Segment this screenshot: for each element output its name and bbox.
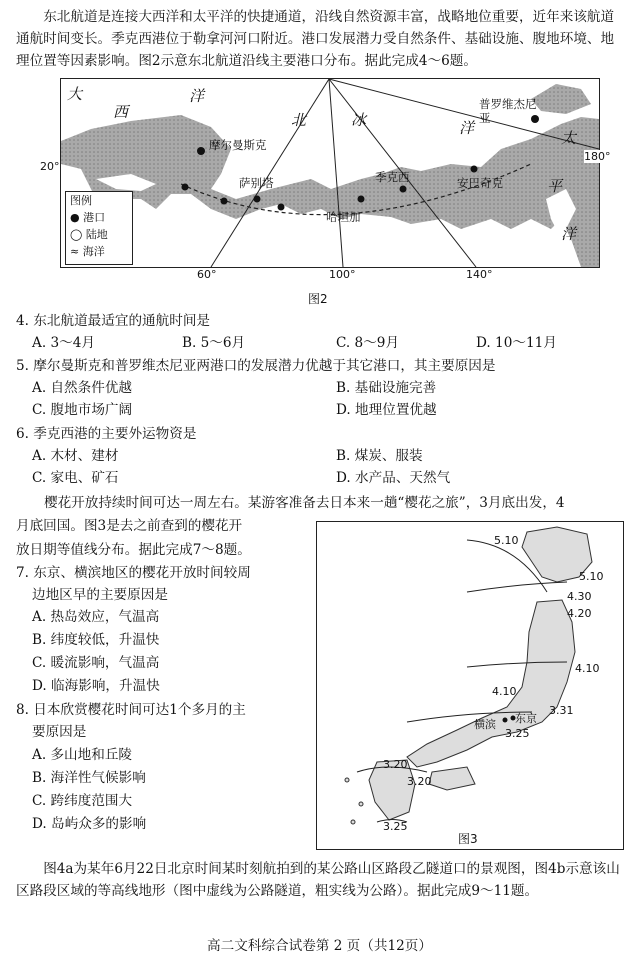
- land-symbol-icon: ◯: [70, 228, 83, 241]
- port-label-provideniya: 普罗维杰尼亚: [479, 97, 537, 125]
- ocean-label: 洋: [459, 119, 475, 137]
- q7-option-c[interactable]: C. 暖流影响，气温高: [32, 655, 160, 671]
- q6-option-a[interactable]: A. 木材、建材: [32, 448, 119, 464]
- intro-paragraph-1: 东北航道是连接大西洋和太平洋的快捷通道，沿线自然资源丰富，战略地位重要，近年来该航道通航时间变长。季克西港位于勒拿河河口附近。港口发展潜力受自然条件、基础设施、腹地环境、地理位置等因素影响。图2示意东北航道沿线主要港口分布。据此完成4～6题。: [16, 9, 615, 69]
- meridian-60: [211, 79, 329, 267]
- intro-paragraph-2-line-1: 樱花开放持续时间可达一周左右。某游客准备去日本来一趟“樱花之旅”，3月底出发，4: [44, 495, 565, 511]
- longitude-label-60: 60°: [197, 268, 217, 281]
- port-symbol-icon: ●: [70, 211, 80, 224]
- figure-2-caption: 图2: [308, 292, 328, 306]
- ocean-label: 大: [67, 85, 83, 103]
- port-tiksi: [400, 186, 407, 193]
- land-mass: [61, 115, 599, 267]
- port-dot: [278, 204, 285, 211]
- q4-option-b[interactable]: B. 5～6月: [182, 335, 246, 351]
- ocean-label: 洋: [561, 225, 577, 243]
- legend-sea: ≈ 海洋: [70, 245, 105, 258]
- city-dot-yokohama: [503, 718, 508, 723]
- longitude-label-180: 180°: [584, 150, 611, 163]
- isoline-label: 3.25: [383, 820, 408, 833]
- port-pevek: [471, 166, 478, 173]
- q6-option-b[interactable]: B. 煤炭、服装: [336, 448, 423, 464]
- intro-paragraph-2-line-3: 放日期等值线分布。据此完成7～8题。: [16, 542, 251, 558]
- figure-2-map: [60, 78, 600, 268]
- isoline-label: 4.20: [567, 607, 592, 620]
- sea-symbol-icon: ≈: [70, 245, 80, 258]
- q7-option-b[interactable]: B. 纬度较低，升温快: [32, 632, 160, 648]
- island: [359, 802, 363, 806]
- island: [345, 778, 349, 782]
- port-murmansk: [197, 147, 205, 155]
- legend-title: 图例: [70, 194, 92, 207]
- ocean-label: 西: [113, 103, 129, 121]
- port-label-khatanga: 哈坦加: [326, 210, 361, 224]
- question-5-stem: 5. 摩尔曼斯克和普罗维杰尼亚两港口的发展潜力优越于其它港口，其主要原因是: [16, 358, 496, 374]
- question-8-stem-line-2: 要原因是: [32, 724, 87, 740]
- q8-option-c[interactable]: C. 跨纬度范围大: [32, 793, 133, 809]
- map-3-graphic: [317, 522, 623, 849]
- q6-option-c[interactable]: C. 家电、矿石: [32, 470, 119, 486]
- island: [351, 820, 355, 824]
- port-label-ambarchik: 安巴奇克: [457, 176, 503, 190]
- shikoku: [429, 767, 475, 790]
- q8-option-a[interactable]: A. 多山地和丘陵: [32, 747, 133, 763]
- isoline-label: 5.10: [494, 534, 519, 547]
- intro-paragraph-2-line-2: 月底回国。图3是去之前查到的樱花开: [16, 518, 243, 534]
- port-label-murmansk: 摩尔曼斯克: [209, 138, 267, 152]
- q8-option-d[interactable]: D. 岛屿众多的影响: [32, 816, 147, 832]
- city-label-yokohama: 横滨: [474, 718, 496, 731]
- q5-option-b[interactable]: B. 基础设施完善: [336, 380, 437, 396]
- port-label-tiksi: 季克西: [375, 170, 410, 184]
- port-dot: [182, 184, 189, 191]
- meridian-100: [329, 79, 343, 267]
- port-label-sabetta: 萨别塔: [239, 176, 274, 190]
- q5-option-a[interactable]: A. 自然条件优越: [32, 380, 133, 396]
- isoline-label: 4.30: [567, 590, 592, 603]
- q7-option-d[interactable]: D. 临海影响，升温快: [32, 678, 160, 694]
- isoline-label: 5.10: [579, 570, 604, 583]
- q4-option-d[interactable]: D. 10～11月: [476, 335, 557, 351]
- latitude-label: 20°: [40, 160, 60, 173]
- map-legend: [65, 191, 133, 265]
- question-7-stem-line-2: 边地区早的主要原因是: [32, 587, 168, 603]
- question-6-stem: 6. 季克西港的主要外运物资是: [16, 426, 197, 442]
- figure-3-caption: 图3: [458, 832, 478, 846]
- land-island: [531, 84, 591, 114]
- q4-option-c[interactable]: C. 8～9月: [336, 335, 400, 351]
- port-sabetta: [254, 196, 261, 203]
- page-footer: 高二文科综合试卷第 2 页（共12页）: [207, 938, 432, 954]
- ocean-label: 冰: [351, 111, 367, 129]
- question-7-stem-line-1: 7. 东京、横滨地区的樱花开放时间较周: [16, 565, 251, 581]
- port-dot: [221, 198, 228, 205]
- ocean-label: 太: [561, 129, 577, 147]
- q8-option-b[interactable]: B. 海洋性气候影响: [32, 770, 146, 786]
- q5-option-d[interactable]: D. 地理位置优越: [336, 402, 437, 418]
- legend-land: ◯ 陆地: [70, 228, 108, 241]
- isoline-label: 3.20: [383, 758, 408, 771]
- longitude-label-140: 140°: [466, 268, 493, 281]
- isoline-label: 4.10: [492, 685, 517, 698]
- question-8-stem-line-1: 8. 日本欣赏樱花时间可达1个多月的主: [16, 702, 246, 718]
- isoline-label: 4.10: [575, 662, 600, 675]
- legend-port: ● 港口: [70, 211, 106, 224]
- q4-option-a[interactable]: A. 3～4月: [32, 335, 95, 351]
- q7-option-a[interactable]: A. 热岛效应，气温高: [32, 609, 160, 625]
- isoline-label: 3.25: [505, 727, 530, 740]
- isoline-4-30: [467, 582, 567, 592]
- q6-option-d[interactable]: D. 水产品、天然气: [336, 470, 451, 486]
- figure-3-map: [316, 521, 624, 850]
- intro-paragraph-3: 图4a为某年6月22日北京时间某时刻航拍到的某公路山区路段乙隧道口的景观图，图4b示意该山区路段区域的等高线地形（图中虚线为公路隧道，粗实线为公路）。据此完成9～11题。: [16, 861, 620, 899]
- city-label-tokyo: 东京: [515, 712, 537, 725]
- ocean-label: 洋: [189, 87, 205, 105]
- port-khatanga: [358, 196, 365, 203]
- honshu: [407, 600, 575, 767]
- longitude-label-100: 100°: [329, 268, 356, 281]
- ocean-label: 平: [547, 177, 563, 195]
- question-4-stem: 4. 东北航道最适宜的通航时间是: [16, 313, 211, 329]
- q5-option-c[interactable]: C. 腹地市场广阔: [32, 402, 133, 418]
- ocean-label: 北: [291, 111, 307, 129]
- isoline-label: 3.20: [407, 775, 432, 788]
- isoline-label: 3.31: [549, 704, 574, 717]
